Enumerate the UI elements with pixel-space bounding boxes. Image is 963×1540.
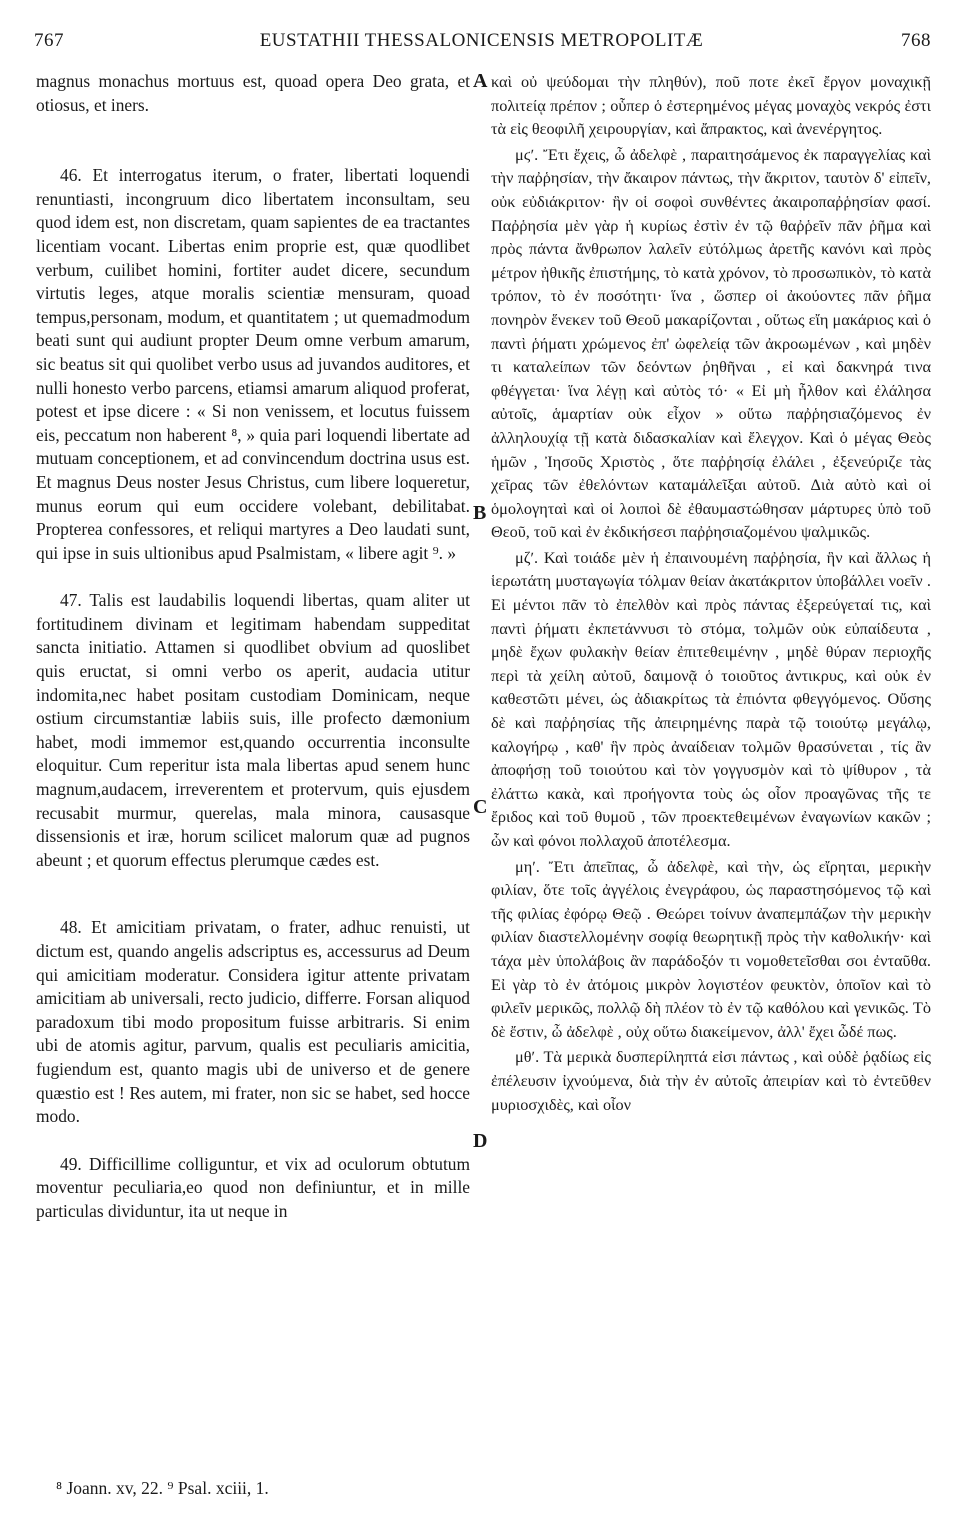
page-number-right: 768 — [901, 30, 931, 51]
greek-paragraph: μζʹ. Καὶ τοιάδε μὲν ἡ ἐπαινουμένη παῤῥησία, ἣν καὶ ἄλλως ἡ ἱερωτάτη μυσταγωγία τόλμαν θείαν ἀκατάκριτον ὑποβάλλει νοεῖν . Εἰ μέντοι πᾶν τὸ ἐπελθὸν καὶ πρὸς πάντας ἐξερεύγεταί τις, καὶ παντὶ ῥήματι ἐκπετάννυσι τὸ στόμα, τολμῶν οὐκ εὐπαίδευτα , μηδὲ ἔχων φυλακὴν θείαν ἐπιτεθειμένην , μηδὲ θύραν περιοχῆς περὶ τὰ χείλη αὐτοῦ, δαιμονᾷ ὁ τοιοῦτος ἀντικρυς, καὶ οὐκ ἐν καθεστῶτι μένει, ὡς ἀδιακρίτως τὰ ἐπιόντα φθεγγόμενος. Οὔσης δὲ καὶ παῤῥησίας τῆς ἀπειρημένης παρὰ τῷ τοιούτῳ μεγάλῳ, καλογήρῳ , καθ' ἣν πρὸς ἀναίδειαν τολμῶν θρασύνεται , τίς ἂν ἀποφήσῃ τοῦ τοιούτου καὶ τὸν γογγυσμὸν καὶ τὸ ψίθυρον , τὰ ἐλάττω κακὰ, καὶ προήγοντα τοὺς ὡς οἷον προαγῶνας τῆς τε ἔριδος καὶ τοῦ θυμοῦ , τῶν προεκτεθειμένων ἐναγωνίων κακῶν ; ὧν καὶ φόνοι πολλαχοῦ ἀποτέλεσμα. — [491, 547, 931, 850]
margin-marker-d: D — [473, 1130, 488, 1152]
page-number-left: 767 — [34, 30, 64, 51]
footnotes: ⁸ Joann. xv, 22. ⁹ Psal. xciii, 1. — [56, 1478, 269, 1498]
greek-column — [491, 70, 931, 1116]
latin-paragraph: 47. Talis est laudabilis loquendi libertas, quam aliter ut fortitudinem divinam et legitimam habendam suppeditat sancta initiatio. Attamen si quodlibet obvium ad quoslibet quis eructat, si omni verbo os aperit, audacia utitur indomita,nec habet positam custodiam Dominicam, neque ostium circumstantiæ labiis suis, ille profecto dæmonium habet, modi immemor est,quando occurrentia inconsulte eloquitur. Cum reperitur ista mala libertas apud senem hunc magnum,audacem, irreverentem et protervum, quis ejusdem recusabit murmur, querelas, mala minora, causasque dissensionis et iræ, horum scilicet malorum quæ ad pugnos abeunt ; et quorum effectus plerumque cædes est. — [36, 590, 470, 870]
margin-marker-c: C — [473, 796, 488, 818]
latin-paragraph: 48. Et amicitiam privatam, o frater, adhuc renuisti, ut dictum est, quando angelis adscriptus es, accessurus ad Deum qui amicitiam moderatur. Considera igitur attente privatam amicitiam ab universali, recto judicio, differre. Forsan aliquod paradoxum tibi modo propositum fuisse arbitraris. Si enim ubi de atomis agitur, parvum, qualis est peculiaris amicitia, fugiendum est, quanto magis ubi de universo et de genere quæstio est ! Res autem, mi frater, non sic se habet, sed hocce modo. — [36, 917, 470, 1127]
latin-column — [36, 70, 470, 1224]
latin-paragraph: magnus monachus mortuus est, quoad opera Deo grata, et otiosus, et iners. — [36, 71, 470, 115]
margin-marker-a: A — [473, 70, 488, 92]
greek-paragraph: μθʹ. Τὰ μερικὰ δυσπερίληπτά εἰσι πάντως , καὶ οὐδὲ ῥᾳδίως εἰς ἐπέλευσιν ἰχνούμενα, διὰ τὴν ἐν αὐτοῖς ἀπειρίαν καὶ τὸ ἐντεῦθεν μυριοσχιδὲς, καὶ οἷον — [491, 1047, 931, 1114]
margin-marker-b: B — [473, 502, 487, 524]
greek-paragraph: μϛʹ. Ἔτι ἔχεις, ὦ ἀδελφὲ , παραιτησάμενος ἐκ παραγγελίας καὶ τὴν παῤῥησίαν, τὴν ἄκαιρον πάντως, τὴν ἄκριτον, ταυτὸν δ' εἰπεῖν, οὐκ εὐδιάκριτον· ἣν οἱ σοφοὶ συνθέντες ἀκαιροπαῤῥησίαν φασί. Παῤῥησία μὲν γὰρ ἡ κυρίως ἐστὶν ἐν τῷ θαῤῥεῖν πᾶν ῥῆμα καὶ πρὸς πάντα ἄνθρωπον λαλεῖν εὐτόλμως ἀρετῆς κανόνι καὶ πρὸς μέτρον ἠθικῆς ἐπιστήμης, τὸ κατὰ χρόνον, τὸ προσωπικὸν, τὸ κατὰ τρόπον, τὸ ἐν ποσότητι· ἵνα , ὥσπερ οἱ ἀκούοντες πᾶν ῥῆμα πονηρὸν ἕνεκεν τοῦ Θεοῦ μακαρίζονται , οὕτως εἴη μακάριος καὶ ὁ παντὶ ῥήματι χρώμενος ἐπ' ὠφελείᾳ τῶν ἀκροωμένων , καὶ μηδὲν τι καταλείπων τῶν δεόντων ῥηθῆναι , εἰ καὶ δακνηρά τινα φθέγγεται· ἵνα λέγῃ καὶ αὐτὸς τό· « Εἰ μὴ ἦλθον καὶ ἐλάλησα αὐτοῖς, ἁμαρτίαν οὐκ εἶχον » οὕτω παῤῥησιαζόμενος ἐν ἀλληλουχίᾳ τῇ κατὰ διδασκαλίαν καὶ ἔλεγχον. Καὶ ὁ μέγας Θεὸς ἡμῶν , Ἰησοῦς Χριστὸς , ὅτε παῤῥησίᾳ ἐλάλει , ἐξενεύριζε τὰς χεῖρας τῶν ἐθελόντων καταμάλεῖξαι αὐτοῦ. Διὰ αὐτὸ καὶ οἱ ὁμολογηταὶ καὶ οἱ λοιποὶ δὲ ἐθαυμαστώθησαν μάρτυρες ὑπὸ τοῦ Θεοῦ, τοῦ καὶ ἐν ἐκδικήσεσι παῤῥησιαζομένου ψαλμικῶς. — [491, 144, 931, 542]
latin-paragraph: 49. Difficillime colliguntur, et vix ad oculorum obtutum moventur peculiaria,eo quod non definiuntur, et in mille particulas dividuntur, ita ut neque in — [36, 1153, 470, 1221]
latin-paragraph: 46. Et interrogatus iterum, o frater, libertati loquendi renuntiasti, incongruum dico libertatem inconsultam, seu quod idem est, non discretam, quam sapientes de ea tractantes licentiam vocant. Libertas enim proprie est, quæ quodlibet verbum, cuilibet homini, fortiter audet dicere, secundum virtutis leges, atque moralis scientiæ mensuram, quoad tempus,personam, modum, et quantitatem ; ut quemadmodum beati sunt qui audiunt propter Deum omne verbum amarum, sic beatus sit qui quolibet verbo usus ad juvandos auditores, et nulli honesto verbo parcens, etiamsi amarum aliquod proferat, potest et ipse dicere : « Si non venissem, et locutus fuissem eis, peccatum non haberent ⁸, » quia pari loquendi libertate ad mutuam conceptionem, et ad convincendum doctrina usus est. Et magnus Deus noster Jesus Christus, cum libere loqueretur, munus eorum qui eum occidere volebant, debilitabat. Propterea confessores, et reliqui martyres a Deo laudati sunt, qui ipse in suis ultionibus apud Psalmistam, « libere agit ⁹. » — [36, 165, 470, 563]
running-header — [30, 30, 933, 60]
running-title: EUSTATHII THESSALONICENSIS METROPOLITÆ — [259, 30, 704, 51]
greek-paragraph: μηʹ. Ἔτι ἀπεῖπας, ὦ ἀδελφὲ, καὶ τὴν, ὡς εἴρηται, μερικὴν φιλίαν, ὅτε τοῖς ἀγγέλοις ἐνεγράφου, ὡς παραστησόμενος τῷ καὶ τῆς φιλίας ἐφόρῳ Θεῷ . Θεώρει τοίνυν ἀναπεμπάζων τὴν μερικὴν φιλίαν διαστελλομένην σοφίᾳ θεωρητικῇ πρὸς τὴν καθολικήν· καὶ τάχα μὲν ὑπολάβοις ἂν παράδοξόν τι νομοθετεῖσθαι σοι ἐνταῦθα. Εἰ γὰρ τὸ ἐν ἀτόμοις μικρὸν λογιστέον φευκτὸν, ὁποῖον καὶ τὸ φιλεῖν μερικῶς, πολλῷ δὴ πλέον τὸ ἐν τῷ καθόλου καὶ γενικῶς. Τὸ δὲ ἔστιν, ὦ ἀδελφὲ , οὐχ οὕτω διακείμενον, ἀλλ' ἔχει ὧδέ πως. — [491, 856, 931, 1041]
greek-paragraph: καὶ οὐ ψεύδομαι τὴν πληθύν), ποῦ ποτε ἐκεῖ ἔργον μοναχικῇ πολιτείᾳ πρέπον ; οὗπερ ὁ ἐστερημένος μέγας μοναχὸς νεκρός ἐστι τὰ εἰς θεοφιλῆ χειρουργίαν, καὶ ἄπρακτος, καὶ ἀνενέργητος. — [491, 72, 931, 139]
